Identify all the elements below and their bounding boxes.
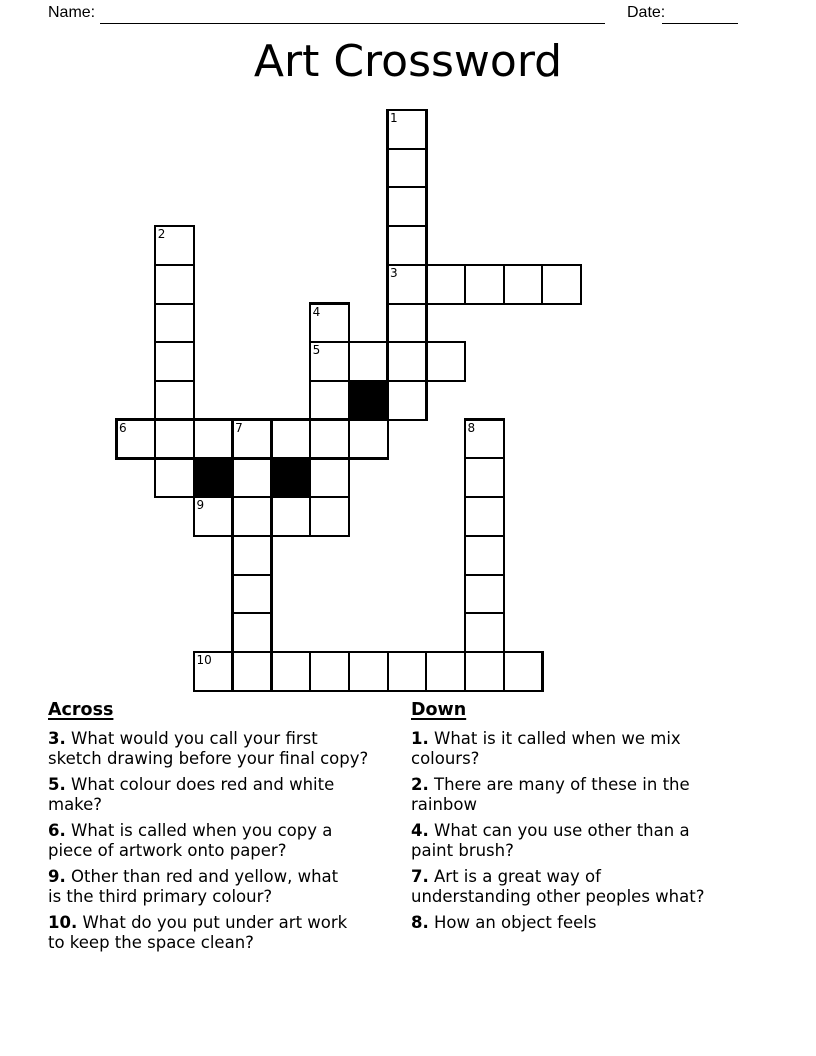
cell-number: 8 bbox=[467, 420, 476, 435]
clue-item bbox=[48, 729, 418, 769]
clue-text: paint brush? bbox=[411, 841, 514, 860]
clue-line bbox=[411, 749, 781, 769]
grid-cell[interactable] bbox=[387, 186, 428, 227]
clue-text: What would you call your first bbox=[71, 729, 318, 748]
clue-item bbox=[411, 821, 781, 861]
grid-cell[interactable] bbox=[154, 380, 195, 421]
grid-cell[interactable] bbox=[464, 457, 505, 498]
clue-item bbox=[411, 729, 781, 769]
grid-cell[interactable] bbox=[503, 651, 544, 692]
grid-cell[interactable] bbox=[154, 225, 195, 266]
grid-cell[interactable] bbox=[232, 419, 273, 460]
clue-line bbox=[411, 867, 781, 887]
grid-cell[interactable] bbox=[309, 341, 350, 382]
grid-cell[interactable] bbox=[387, 109, 428, 150]
date-label: Date: bbox=[627, 4, 666, 21]
clue-text: There are many of these in the bbox=[434, 775, 690, 794]
grid-cell[interactable] bbox=[232, 535, 273, 576]
blocked-cell bbox=[348, 380, 389, 421]
clue-text: How an object feels bbox=[434, 913, 597, 932]
clue-text: Art is a great way of bbox=[434, 867, 601, 886]
grid-cell[interactable] bbox=[116, 419, 157, 460]
clue-text: What can you use other than a bbox=[434, 821, 690, 840]
grid-cell[interactable] bbox=[309, 419, 350, 460]
clue-number: 6. bbox=[48, 821, 66, 840]
cell-number: 9 bbox=[196, 498, 205, 513]
grid-cell[interactable] bbox=[193, 651, 234, 692]
grid-cell[interactable] bbox=[387, 264, 428, 305]
grid-cell[interactable] bbox=[387, 303, 428, 344]
grid-cell[interactable] bbox=[154, 419, 195, 460]
clue-line bbox=[411, 913, 781, 933]
clue-line bbox=[411, 795, 781, 815]
grid-cell[interactable] bbox=[232, 651, 273, 692]
cell-number: 4 bbox=[312, 304, 321, 319]
grid-cell[interactable] bbox=[154, 457, 195, 498]
clue-line bbox=[48, 821, 418, 841]
cell-number: 2 bbox=[157, 227, 166, 242]
grid-cell[interactable] bbox=[387, 651, 428, 692]
clue-number: 2. bbox=[411, 775, 429, 794]
grid-cell[interactable] bbox=[387, 225, 428, 266]
name-label: Name: bbox=[48, 4, 96, 21]
clue-text: make? bbox=[48, 795, 103, 814]
grid-cell[interactable] bbox=[309, 457, 350, 498]
clue-line bbox=[48, 887, 418, 907]
down-heading: Down bbox=[411, 700, 467, 720]
grid-cell[interactable] bbox=[309, 303, 350, 344]
grid-cell[interactable] bbox=[348, 651, 389, 692]
clue-item bbox=[48, 821, 418, 861]
clue-item bbox=[411, 913, 781, 933]
cell-number: 1 bbox=[390, 111, 398, 125]
clue-number: 4. bbox=[411, 821, 429, 840]
grid-cell[interactable] bbox=[270, 496, 311, 537]
clue-item bbox=[411, 867, 781, 907]
page-title: Art Crossword bbox=[253, 36, 563, 87]
clue-line bbox=[48, 841, 418, 861]
grid-cell[interactable] bbox=[309, 496, 350, 537]
clue-number: 10. bbox=[48, 913, 78, 932]
clue-number: 7. bbox=[411, 867, 429, 886]
cell-number: 6 bbox=[119, 420, 127, 435]
down-clues-section bbox=[411, 700, 781, 939]
cell-number: 5 bbox=[312, 343, 321, 358]
clue-text: colours? bbox=[411, 749, 480, 768]
cell-number: 7 bbox=[235, 420, 243, 435]
cell-number: 3 bbox=[390, 265, 398, 280]
grid-cell[interactable] bbox=[464, 419, 505, 460]
grid-cell[interactable] bbox=[464, 264, 505, 305]
grid-cell[interactable] bbox=[464, 574, 505, 615]
grid-cell[interactable] bbox=[232, 574, 273, 615]
grid-cell[interactable] bbox=[464, 496, 505, 537]
clue-item bbox=[48, 867, 418, 907]
clue-text: understanding other peoples what? bbox=[411, 887, 705, 906]
grid-cell[interactable] bbox=[309, 380, 350, 421]
grid-cell[interactable] bbox=[270, 419, 311, 460]
grid-cell[interactable] bbox=[154, 341, 195, 382]
grid-cell[interactable] bbox=[193, 419, 234, 460]
grid-cell[interactable] bbox=[348, 419, 389, 460]
clue-line bbox=[411, 729, 781, 749]
clue-line bbox=[48, 913, 418, 933]
grid-cell[interactable] bbox=[348, 341, 389, 382]
clue-number: 1. bbox=[411, 729, 429, 748]
grid-cell[interactable] bbox=[154, 264, 195, 305]
clue-number: 3. bbox=[48, 729, 66, 748]
clue-line bbox=[48, 933, 418, 953]
grid-cell[interactable] bbox=[425, 651, 466, 692]
grid-cell[interactable] bbox=[464, 612, 505, 653]
clue-line bbox=[48, 795, 418, 815]
clue-line bbox=[48, 749, 418, 769]
clue-text: sketch drawing before your final copy? bbox=[48, 749, 369, 768]
clue-item bbox=[48, 775, 418, 815]
clue-text: Other than red and yellow, what bbox=[71, 867, 339, 886]
grid-cell[interactable] bbox=[503, 264, 544, 305]
grid-cell[interactable] bbox=[154, 303, 195, 344]
grid-cell[interactable] bbox=[464, 651, 505, 692]
clue-text: What colour does red and white bbox=[71, 775, 335, 794]
grid-cell[interactable] bbox=[232, 612, 273, 653]
grid-cell[interactable] bbox=[193, 496, 234, 537]
grid-cell[interactable] bbox=[387, 341, 428, 382]
grid-cell[interactable] bbox=[309, 651, 350, 692]
grid-cell[interactable] bbox=[232, 496, 273, 537]
clue-text: rainbow bbox=[411, 795, 477, 814]
cell-number: 10 bbox=[196, 653, 212, 668]
clue-text: to keep the space clean? bbox=[48, 933, 254, 952]
across-clues-section bbox=[48, 700, 418, 959]
blocked-cell bbox=[270, 457, 311, 498]
clue-number: 8. bbox=[411, 913, 429, 932]
clue-text: is the third primary colour? bbox=[48, 887, 273, 906]
clue-line bbox=[48, 867, 418, 887]
clue-number: 5. bbox=[48, 775, 66, 794]
across-clue-list bbox=[48, 729, 418, 953]
grid-cell[interactable] bbox=[387, 148, 428, 189]
clue-line bbox=[48, 729, 418, 749]
grid-cell[interactable] bbox=[387, 380, 428, 421]
clue-text: piece of artwork onto paper? bbox=[48, 841, 287, 860]
grid-cell[interactable] bbox=[541, 264, 582, 305]
down-clue-list bbox=[411, 729, 781, 933]
clue-line bbox=[411, 887, 781, 907]
clue-item bbox=[48, 913, 418, 953]
grid-cell[interactable] bbox=[425, 341, 466, 382]
clue-item bbox=[411, 775, 781, 815]
clue-number: 9. bbox=[48, 867, 66, 886]
clue-text: What is it called when we mix bbox=[434, 729, 681, 748]
clue-text: What do you put under art work bbox=[82, 913, 348, 932]
grid-cell[interactable] bbox=[270, 651, 311, 692]
clue-line bbox=[411, 821, 781, 841]
clue-text: What is called when you copy a bbox=[71, 821, 333, 840]
across-heading: Across bbox=[48, 700, 114, 720]
clue-line bbox=[411, 775, 781, 795]
grid-cell[interactable] bbox=[425, 264, 466, 305]
grid-cell[interactable] bbox=[464, 535, 505, 576]
grid-cell[interactable] bbox=[232, 457, 273, 498]
blocked-cell bbox=[193, 457, 234, 498]
clue-line bbox=[411, 841, 781, 861]
clue-line bbox=[48, 775, 418, 795]
